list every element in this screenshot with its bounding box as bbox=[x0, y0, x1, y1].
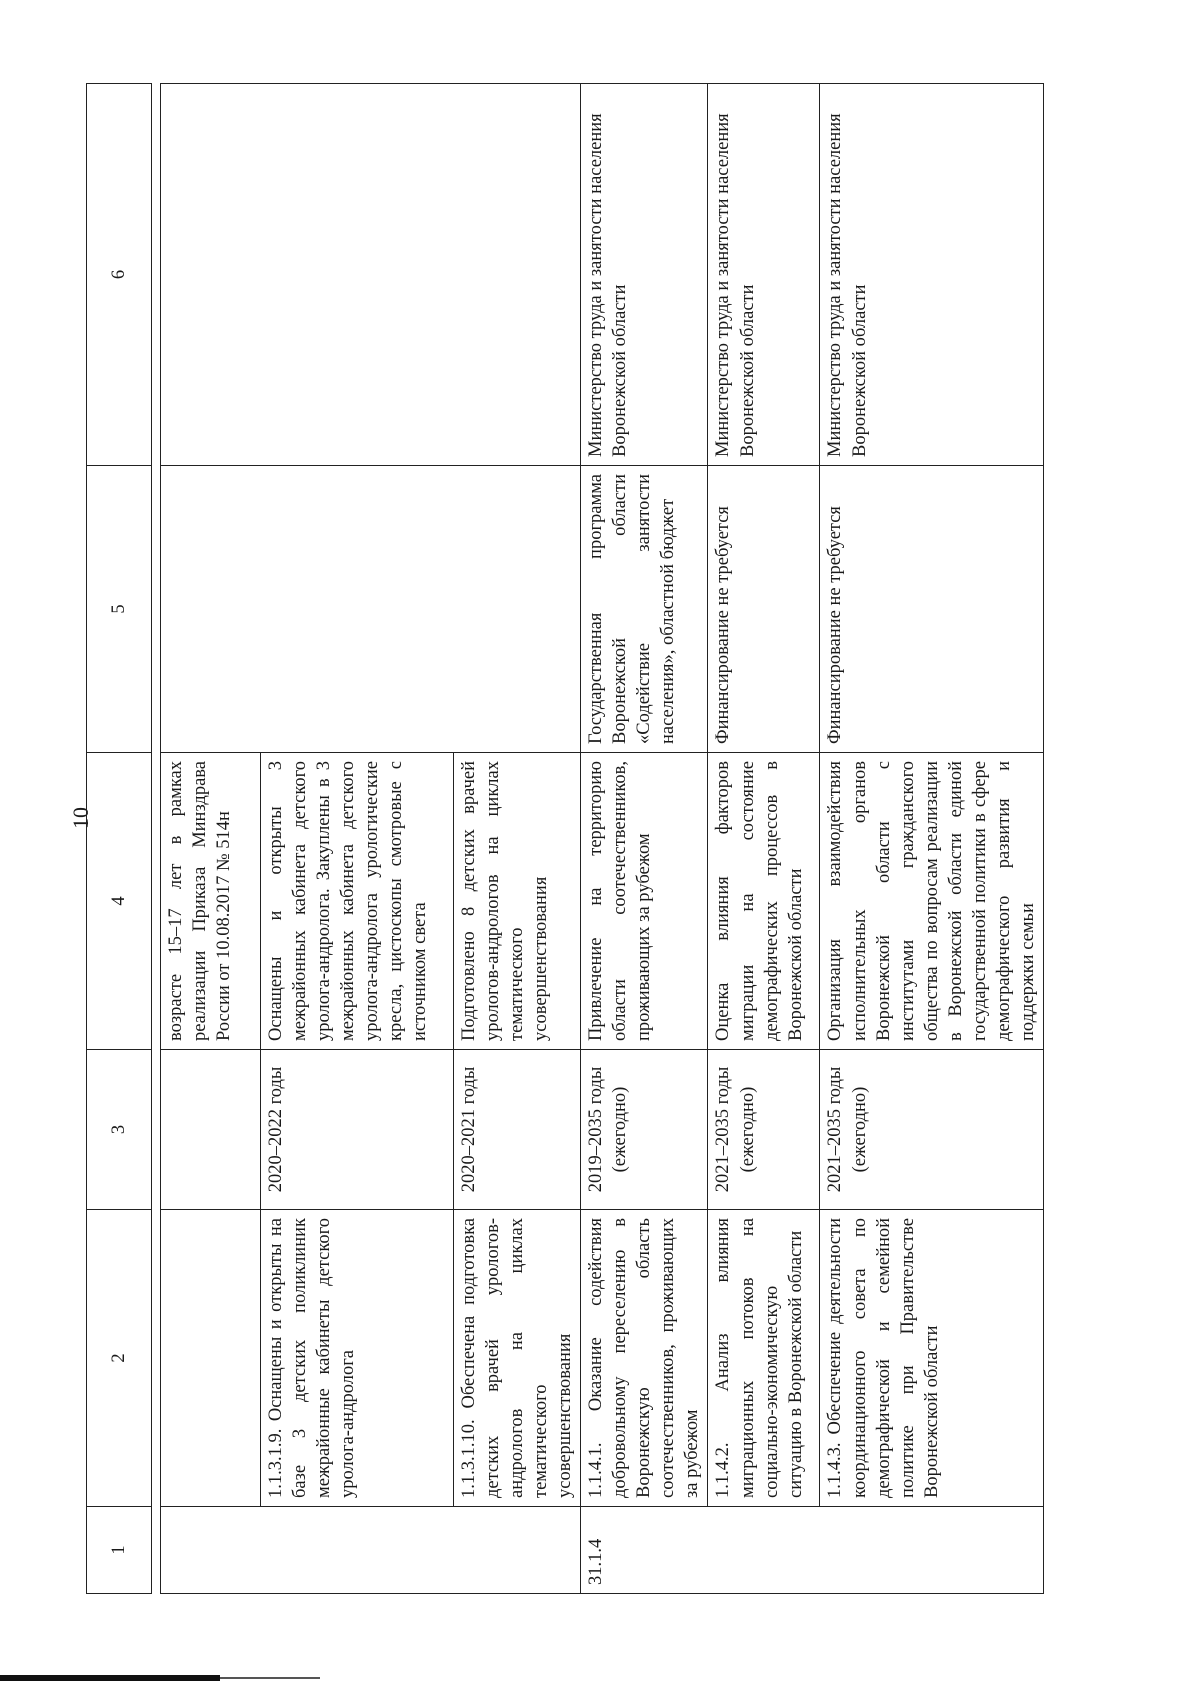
row-result: Оснащены и открыты 3 межрайонных кабинета детского уролога-андролога. Закуплены в 3 межрайонных кабинета детского уролога-андролога урологические кресла, цистоскопы смотровые с источником света bbox=[261, 753, 454, 1050]
row-result: Привлечение на территорию области соотечественников, проживающих за рубежом bbox=[581, 753, 708, 1050]
row-financing: Финансирование не требуется bbox=[708, 466, 820, 753]
row-measure: 1.1.3.1.10. Обеспечена подготовка детских врачей урологов-андрологов на циклах тематического усовершенствования bbox=[454, 1210, 581, 1507]
row-executor bbox=[161, 84, 581, 466]
scan-edge-line bbox=[220, 1677, 320, 1679]
row-executor: Министерство труда и занятости населения Воронежской области bbox=[820, 84, 1043, 466]
row-period: 2021–2035 годы (ежегодно) bbox=[820, 1050, 1043, 1210]
table-row bbox=[581, 84, 708, 1594]
header-spacer bbox=[152, 84, 161, 1594]
row-code: 31.1.4 bbox=[581, 1507, 1044, 1594]
row-period: 2020–2021 годы bbox=[454, 1050, 581, 1210]
measures-table bbox=[86, 83, 1044, 1594]
row-financing: Финансирование не требуется bbox=[820, 466, 1043, 753]
row-period: 2019–2035 годы (ежегодно) bbox=[581, 1050, 708, 1210]
row-financing: Государственная программа Воронежской области «Содействие занятости населения», областной бюджет bbox=[581, 466, 708, 753]
row-period bbox=[161, 1050, 261, 1210]
column-number-2: 2 bbox=[87, 1210, 152, 1507]
row-measure: 1.1.4.2. Анализ влияния миграционных потоков на социально-экономическую ситуацию в Воронежской области bbox=[708, 1210, 820, 1507]
row-code bbox=[161, 1507, 581, 1594]
rotated-page-content bbox=[86, 84, 1088, 1594]
row-executor: Министерство труда и занятости населения Воронежской области bbox=[581, 84, 708, 466]
table-row bbox=[820, 84, 1043, 1594]
row-measure: 1.1.4.3. Обеспечение деятельности координационного совета по демографической и семейной политике при Правительстве Воронежской области bbox=[820, 1210, 1043, 1507]
row-measure bbox=[161, 1210, 261, 1507]
column-number-3: 3 bbox=[87, 1050, 152, 1210]
row-result: возрасте 15–17 лет в рамках реализации Приказа Минздрава России от 10.08.2017 № 514н bbox=[161, 753, 261, 1050]
column-number-4: 4 bbox=[87, 753, 152, 1050]
column-number-5: 5 bbox=[87, 466, 152, 753]
row-financing bbox=[161, 466, 581, 753]
row-measure: 1.1.3.1.9. Оснащены и открыты на базе 3 детских поликлиник межрайонные кабинеты детского уролога-андролога bbox=[261, 1210, 454, 1507]
row-result: Оценка влияния факторов миграции на состояние демографических процессов в Воронежской области bbox=[708, 753, 820, 1050]
column-number-1: 1 bbox=[87, 1507, 152, 1594]
table-row bbox=[708, 84, 820, 1594]
row-result: Подготовлено 8 детских врачей урологов-андрологов на циклах тематического усовершенствования bbox=[454, 753, 581, 1050]
scan-edge-bar bbox=[0, 1675, 220, 1681]
row-executor: Министерство труда и занятости населения Воронежской области bbox=[708, 84, 820, 466]
column-number-row bbox=[87, 84, 152, 1594]
page-number: 10 bbox=[68, 807, 93, 829]
row-period: 2021–2035 годы (ежегодно) bbox=[708, 1050, 820, 1210]
row-result: Организация взаимодействия исполнительных органов Воронежской области с институтами гражданского общества по вопросам реализации в Воронежской области единой государственной политики в сфере демографического развития и поддержки семьи bbox=[820, 753, 1043, 1050]
table-row bbox=[161, 84, 261, 1594]
column-number-6: 6 bbox=[87, 84, 152, 466]
row-measure: 1.1.4.1. Оказание содействия добровольному переселению в Воронежскую область соотечественников, проживающих за рубежом bbox=[581, 1210, 708, 1507]
row-period: 2020–2022 годы bbox=[261, 1050, 454, 1210]
